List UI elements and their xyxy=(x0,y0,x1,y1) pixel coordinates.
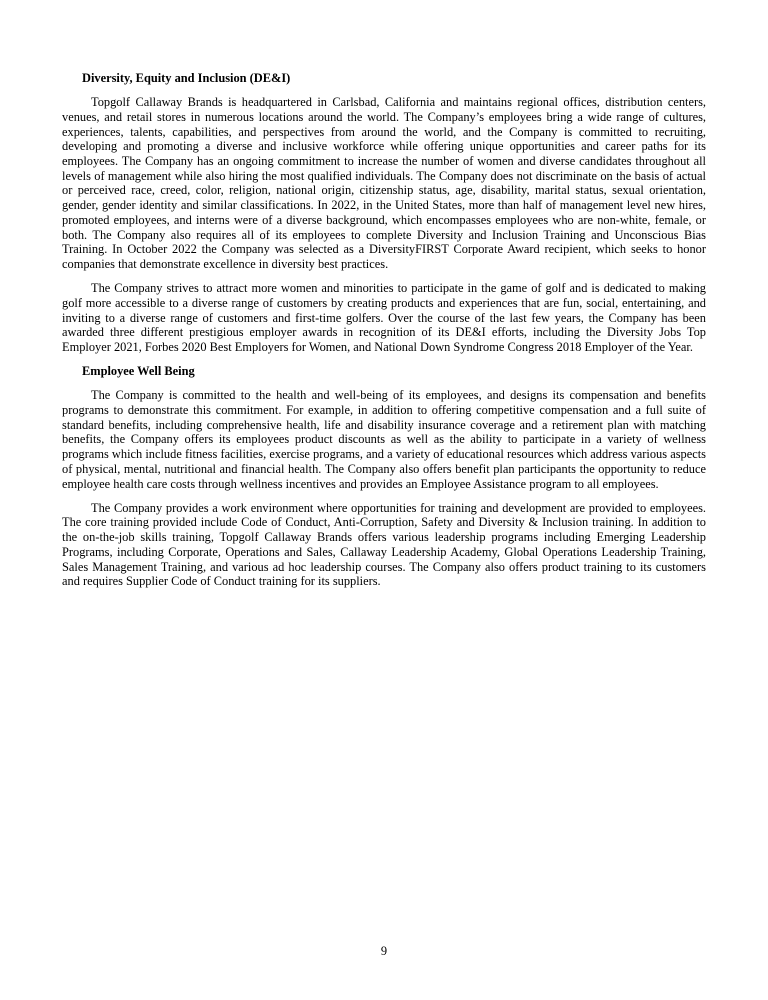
paragraph-dei-1: Topgolf Callaway Brands is headquartered in Carlsbad, California and maintains regional offices, distribution centers, venues, and retail stores in numerous locations around the world. The Company’s employees bring a wide range of cultures, experiences, talents, capabilities, and perspectives from around the world, and the Company is committed to recruiting, developing and promoting a diverse and inclusive workforce while offering unique opportunities and career paths for its employees. The Company has an ongoing commitment to increase the number of women and diverse candidates throughout all levels of management while also hiring the most qualified individuals. The Company does not discriminate on the basis of actual or perceived race, creed, color, religion, national origin, citizenship status, age, disability, marital status, sexual orientation, gender, gender identity and similar classifications. In 2022, in the United States, more than half of management level new hires, promoted employees, and interns were of a diverse background, which encompasses employees who are non-white, female, or both. The Company also requires all of its employees to complete Diversity and Inclusion Training and Unconscious Bias Training. In October 2022 the Company was selected as a DiversityFIRST Corporate Award recipient, which seeks to honor companies that demonstrate excellence in diversity best practices. xyxy=(62,95,706,271)
document-body xyxy=(62,71,706,599)
paragraph-dei-2: The Company strives to attract more women and minorities to participate in the game of golf and is dedicated to making golf more accessible to a diverse range of customers by creating products and experiences that are fun, social, entertaining, and inviting to a diverse range of customers and first-time golfers. Over the course of the last few years, the Company has been awarded three different prestigious employer awards in recognition of its DE&I efforts, including the Diversity Jobs Top Employer 2021, Forbes 2020 Best Employers for Women, and National Down Syndrome Congress 2018 Employer of the Year. xyxy=(62,281,706,354)
page-number: 9 xyxy=(380,944,388,958)
section-heading-diversity-equity-inclusion: Diversity, Equity and Inclusion (DE&I) xyxy=(82,71,291,85)
paragraph-well-being-1: The Company is committed to the health and well-being of its employees, and designs its compensation and benefits programs to demonstrate this commitment. For example, in addition to offering competitive compensation and a full suite of standard benefits, including comprehensive health, life and disability insurance coverage and a retirement plan with matching benefits, the Company offers its employees product discounts as well as the ability to participate in a variety of wellness programs which include fitness facilities, exercise programs, and a variety of educational resources which address various aspects of physical, mental, nutritional and financial health. The Company also offers benefit plan participants the opportunity to reduce employee health care costs through wellness incentives and provides an Employee Assistance program to all employees. xyxy=(62,388,706,491)
paragraph-well-being-2: The Company provides a work environment where opportunities for training and development are provided to employees. The core training provided include Code of Conduct, Anti-Corruption, Safety and Diversity & Inclusion training. In addition to the on-the-job skills training, Topgolf Callaway Brands offers various leadership programs including Emerging Leadership Programs, including Corporate, Operations and Sales, Callaway Leadership Academy, Global Operations Leadership Training, Sales Management Training, and various ad hoc leadership courses. The Company also offers product training to its customers and requires Supplier Code of Conduct training for its suppliers. xyxy=(62,500,706,589)
section-heading-employee-well-being: Employee Well Being xyxy=(82,364,195,379)
